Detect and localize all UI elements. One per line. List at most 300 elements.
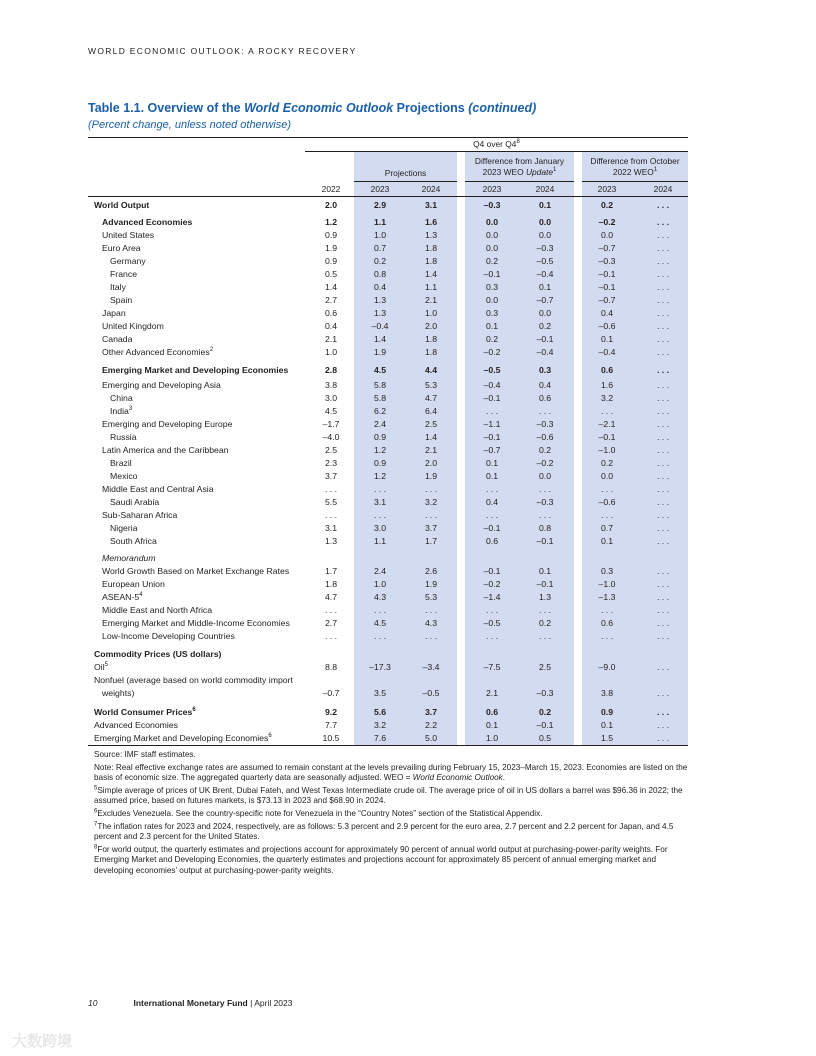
row-label-sup: 3 — [128, 406, 133, 413]
row-value: 5.6 — [373, 707, 387, 717]
row-value: 1.7 — [324, 566, 338, 576]
row-value: 0.6 — [324, 308, 338, 318]
row-label-text: Mexico — [110, 471, 138, 481]
row-value: 0.0 — [600, 230, 614, 240]
row-value: 4.5 — [373, 365, 387, 375]
table-row — [0, 320, 816, 333]
row-label — [110, 522, 138, 535]
row-label — [94, 199, 149, 212]
running-head: WORLD ECONOMIC OUTLOOK: A ROCKY RECOVERY — [88, 46, 357, 56]
row-value: 1.6 — [424, 217, 438, 227]
row-label-text: Japan — [102, 308, 126, 318]
row-value: 1.1 — [373, 217, 387, 227]
row-label — [102, 307, 126, 320]
row-value: 0.1 — [600, 536, 614, 546]
table-row — [0, 294, 816, 307]
row-value: 1.0 — [424, 308, 438, 318]
row-value: 0.2 — [600, 200, 614, 210]
row-value: . . . — [424, 605, 438, 615]
row-label — [94, 732, 272, 745]
row-label-text: Nigeria — [110, 523, 138, 533]
row-value: –0.1 — [536, 720, 554, 730]
row-label-text: Commodity Prices (US dollars) — [94, 649, 222, 659]
header-oct-diff — [582, 156, 688, 177]
row-label-text: Advanced Economies — [102, 217, 193, 227]
row-value: –0.4 — [598, 347, 616, 357]
row-label — [102, 333, 132, 346]
table-row — [0, 379, 816, 392]
table-row — [0, 522, 816, 535]
row-label — [102, 242, 141, 255]
row-value: 3.1 — [424, 200, 438, 210]
row-label-text: Saudi Arabia — [110, 497, 160, 507]
row-value: 1.2 — [324, 217, 338, 227]
row-label-sup: 6 — [192, 707, 196, 714]
row-value: 6.4 — [424, 406, 438, 416]
row-value: . . . — [656, 484, 670, 494]
row-value: 0.2 — [538, 321, 552, 331]
row-label-text: Euro Area — [102, 243, 141, 253]
row-label-text: Emerging and Developing Europe — [102, 419, 233, 429]
row-value: –0.3 — [598, 256, 616, 266]
row-value: 1.3 — [324, 536, 338, 546]
row-value: 5.0 — [424, 733, 438, 743]
footer-date: | April 2023 — [247, 998, 293, 1008]
row-value: . . . — [600, 484, 614, 494]
row-value: 0.1 — [485, 471, 499, 481]
row-value: –0.7 — [598, 295, 616, 305]
row-value: –0.1 — [598, 282, 616, 292]
footnote-6-num: 6 — [94, 808, 98, 815]
row-value: . . . — [656, 295, 670, 305]
row-value: –0.6 — [598, 497, 616, 507]
row-label — [102, 364, 288, 377]
row-value: 4.4 — [424, 365, 438, 375]
row-label — [110, 268, 137, 281]
row-value: 2.0 — [424, 321, 438, 331]
row-value: 0.4 — [373, 282, 387, 292]
row-value: 0.2 — [538, 707, 552, 717]
main-note-text: Note: Real effective exchange rates are assumed to remain constant at the levels prevailing during February 15, 2023–March 15, 2023. Economies are listed on the basis of economic size. The aggregated quarterly data are seasonally adjusted. WEO = — [94, 762, 688, 783]
row-label — [94, 706, 196, 719]
row-value: . . . — [656, 282, 670, 292]
group-rule — [305, 151, 688, 152]
row-value: –0.7 — [598, 243, 616, 253]
row-label-text: Sub-Saharan Africa — [102, 510, 178, 520]
row-value: –0.5 — [483, 365, 501, 375]
row-value: 2.7 — [324, 618, 338, 628]
row-value: 2.1 — [485, 688, 499, 698]
table-row — [0, 470, 816, 483]
row-value: 4.5 — [373, 618, 387, 628]
footnote-8-text: For world output, the quarterly estimates and projections account for approximately 90 percent of annual world output at purchasing-power-parity weights. For Emerging Market and Developing Economies, the quarterly estimates and projections account for approximately 85 percent of annual emerging market and developing economies’ output at purchasing-power-parity weights. — [94, 844, 668, 875]
year-oct-2024: 2024 — [653, 184, 673, 194]
row-value: 0.0 — [485, 243, 499, 253]
row-label — [110, 535, 157, 548]
main-note-end: . — [502, 773, 506, 783]
row-value: –4.0 — [322, 432, 340, 442]
row-label — [102, 617, 290, 630]
row-label-sup: 5 — [104, 662, 108, 669]
row-value: . . . — [656, 523, 670, 533]
title-prefix: Table 1.1. Overview of the — [88, 101, 245, 115]
footnote-5 — [94, 786, 694, 807]
row-label — [102, 216, 192, 229]
row-value: 3.0 — [324, 393, 338, 403]
row-value: 3.1 — [324, 523, 338, 533]
row-value: 0.1 — [485, 458, 499, 468]
row-value: –0.4 — [536, 269, 554, 279]
year-proj-2023: 2023 — [370, 184, 390, 194]
year-2022: 2022 — [321, 184, 341, 194]
table-row — [0, 216, 816, 229]
row-value: . . . — [656, 592, 670, 602]
table-subtitle: (Percent change, unless noted otherwise) — [88, 119, 292, 131]
row-value: . . . — [485, 605, 499, 615]
row-value: 0.3 — [485, 308, 499, 318]
row-value: –0.2 — [483, 347, 501, 357]
row-value: 1.9 — [424, 471, 438, 481]
table-title — [88, 101, 536, 115]
table-row — [0, 281, 816, 294]
row-value: –1.7 — [322, 419, 340, 429]
row-label-text: Nonfuel (average based on world commodity import — [94, 675, 293, 685]
row-value: 0.9 — [324, 230, 338, 240]
row-value: 4.7 — [424, 393, 438, 403]
row-value: –0.6 — [598, 321, 616, 331]
row-value: . . . — [656, 631, 670, 641]
table-row — [0, 242, 816, 255]
row-label-text: Middle East and Central Asia — [102, 484, 214, 494]
row-label-text: weights) — [102, 688, 135, 698]
row-value: . . . — [656, 380, 670, 390]
table-row — [0, 604, 816, 617]
row-value: 3.0 — [373, 523, 387, 533]
row-value: . . . — [656, 217, 670, 227]
row-value: . . . — [656, 662, 670, 672]
footnote-7-num: 7 — [94, 820, 98, 827]
row-value: . . . — [485, 406, 499, 416]
row-value: . . . — [656, 445, 670, 455]
row-label — [102, 346, 213, 359]
top-rule — [88, 137, 688, 138]
row-value: –0.5 — [536, 256, 554, 266]
row-label-text: Emerging and Developing Asia — [102, 380, 221, 390]
row-value: –0.7 — [536, 295, 554, 305]
table-notes — [94, 750, 694, 879]
row-value: . . . — [656, 321, 670, 331]
year-oct-2023: 2023 — [597, 184, 617, 194]
row-label-text: France — [110, 269, 138, 279]
table-row — [0, 687, 816, 700]
row-label — [102, 320, 164, 333]
table-row — [0, 346, 816, 359]
row-value: 3.2 — [373, 720, 387, 730]
row-label-text: Spain — [110, 295, 133, 305]
row-label-text: ASEAN-5 — [102, 592, 140, 602]
table-row — [0, 496, 816, 509]
row-value: . . . — [373, 605, 387, 615]
row-value: 1.8 — [424, 243, 438, 253]
row-value: . . . — [656, 510, 670, 520]
row-value: 1.8 — [424, 347, 438, 357]
row-value: 0.0 — [538, 217, 552, 227]
watermark: 大数跨境 — [12, 1033, 73, 1050]
row-label-text: Other Advanced Economies — [102, 347, 210, 357]
row-value: 0.9 — [373, 432, 387, 442]
row-value: . . . — [656, 419, 670, 429]
header-oct-line2-wrap — [582, 167, 688, 178]
row-value: –0.3 — [536, 243, 554, 253]
row-value: 1.4 — [424, 269, 438, 279]
row-value: . . . — [656, 256, 670, 266]
row-value: 0.0 — [538, 308, 552, 318]
table-row — [0, 552, 816, 565]
footnote-7 — [94, 822, 694, 843]
row-value: –0.3 — [536, 419, 554, 429]
row-value: 0.5 — [538, 733, 552, 743]
row-value: 2.5 — [324, 445, 338, 455]
row-value: . . . — [656, 471, 670, 481]
row-value: 6.2 — [373, 406, 387, 416]
header-group — [305, 139, 688, 150]
row-value: –0.1 — [483, 566, 501, 576]
row-value: . . . — [656, 334, 670, 344]
table-row — [0, 674, 816, 687]
header-jan-diff — [465, 156, 574, 177]
row-label — [102, 578, 165, 591]
row-value: –0.5 — [422, 688, 440, 698]
row-value: 0.4 — [324, 321, 338, 331]
row-value: –0.1 — [536, 536, 554, 546]
row-value: . . . — [656, 308, 670, 318]
title-middle: Projections — [393, 101, 469, 115]
row-value: . . . — [656, 707, 670, 717]
row-value: . . . — [656, 365, 670, 375]
table-row — [0, 630, 816, 643]
row-label — [110, 431, 137, 444]
row-label-text: United States — [102, 230, 155, 240]
row-value: 1.0 — [485, 733, 499, 743]
row-value: . . . — [424, 510, 438, 520]
proj-rule — [354, 181, 457, 182]
row-label-text: Emerging Market and Developing Economies — [102, 365, 289, 375]
row-value: . . . — [656, 406, 670, 416]
row-value: . . . — [538, 406, 552, 416]
row-value: . . . — [656, 605, 670, 615]
row-value: 2.6 — [424, 566, 438, 576]
row-label — [110, 255, 146, 268]
title-italic: World Economic Outlook — [244, 101, 394, 115]
row-value: –0.1 — [598, 269, 616, 279]
table-row — [0, 444, 816, 457]
row-value: . . . — [656, 536, 670, 546]
row-label-sup: 6 — [268, 733, 272, 740]
row-value: 1.4 — [424, 432, 438, 442]
row-value: . . . — [424, 484, 438, 494]
row-value: 1.8 — [424, 334, 438, 344]
footer-org: International Monetary Fund — [133, 998, 248, 1008]
row-value: –0.2 — [536, 458, 554, 468]
row-value: –0.3 — [536, 497, 554, 507]
row-value: –0.1 — [536, 579, 554, 589]
row-label-text: World Growth Based on Market Exchange Rates — [102, 566, 290, 576]
row-value: 1.0 — [373, 579, 387, 589]
row-value: . . . — [656, 733, 670, 743]
row-value: 7.7 — [324, 720, 338, 730]
row-value: –1.4 — [483, 592, 501, 602]
row-value: 0.0 — [485, 295, 499, 305]
row-value: 2.4 — [373, 566, 387, 576]
row-label-text: Italy — [110, 282, 126, 292]
row-value: . . . — [656, 347, 670, 357]
row-value: 1.3 — [538, 592, 552, 602]
row-value: 3.2 — [424, 497, 438, 507]
header-jan-line1: Difference from January — [474, 156, 565, 166]
row-value: 0.4 — [485, 497, 499, 507]
row-label — [102, 687, 134, 700]
row-value: 1.7 — [424, 536, 438, 546]
row-value: . . . — [656, 720, 670, 730]
main-note — [94, 763, 694, 784]
row-value: 1.0 — [324, 347, 338, 357]
row-value: 0.2 — [538, 618, 552, 628]
row-value: 1.8 — [424, 256, 438, 266]
row-value: 1.2 — [373, 471, 387, 481]
row-value: –7.5 — [483, 662, 501, 672]
source-note: Source: IMF staff estimates. — [94, 750, 196, 759]
table-row — [0, 719, 816, 732]
row-label — [102, 591, 143, 604]
row-value: 2.2 — [424, 720, 438, 730]
row-value: –2.1 — [598, 419, 616, 429]
row-value: 3.5 — [373, 688, 387, 698]
row-value: 0.1 — [538, 200, 552, 210]
row-label-text: Canada — [102, 334, 133, 344]
row-value: 0.1 — [485, 321, 499, 331]
row-value: 3.8 — [324, 380, 338, 390]
row-label-text: Brazil — [110, 458, 132, 468]
table-row — [0, 457, 816, 470]
row-value: 9.2 — [324, 707, 338, 717]
table-row — [0, 617, 816, 630]
row-value: –9.0 — [598, 662, 616, 672]
row-value: 1.9 — [324, 243, 338, 253]
row-value: 0.6 — [600, 618, 614, 628]
row-value: –0.7 — [322, 688, 340, 698]
row-value: –0.1 — [536, 334, 554, 344]
header-group-sup: 8 — [516, 139, 520, 146]
table-row — [0, 535, 816, 548]
year-proj-2024: 2024 — [421, 184, 441, 194]
bottom-rule — [88, 745, 688, 746]
row-value: 4.7 — [324, 592, 338, 602]
row-value: 0.7 — [600, 523, 614, 533]
row-value: –0.1 — [598, 432, 616, 442]
row-value: 10.5 — [322, 733, 340, 743]
row-value: 1.1 — [424, 282, 438, 292]
row-value: 0.2 — [485, 334, 499, 344]
row-label — [110, 470, 138, 483]
row-value: 3.2 — [600, 393, 614, 403]
row-label — [110, 281, 126, 294]
row-value: 3.7 — [424, 523, 438, 533]
row-label-text: Emerging Market and Developing Economies — [94, 733, 269, 743]
row-label — [102, 379, 221, 392]
row-value: 0.5 — [324, 269, 338, 279]
row-value: –0.3 — [536, 688, 554, 698]
table-row — [0, 405, 816, 418]
row-value: 0.1 — [538, 282, 552, 292]
row-label-sup: 2 — [209, 347, 214, 354]
row-value: 1.4 — [373, 334, 387, 344]
jan-rule — [465, 181, 574, 182]
footnote-5-text: Simple average of prices of UK Brent, Dubai Fateh, and West Texas Intermediate crude oil. The average price of oil in US dollars a barrel was $96.36 in 2022; the assumed price, based on futures markets, is $73.13 in 2023 and $68.90 in 2024. — [94, 785, 683, 806]
row-value: 0.6 — [485, 536, 499, 546]
footnote-7-text: The inflation rates for 2023 and 2024, respectively, are as follows: 5.3 percent and 2.9 percent for the euro area, 2.7 percent and 2.2 percent for Japan, and 4.5 percent and 2.3 percent for the United States. — [94, 821, 674, 842]
row-label-text: Latin America and the Caribbean — [102, 445, 229, 455]
row-label — [110, 405, 132, 418]
row-value: . . . — [538, 484, 552, 494]
row-value: –3.4 — [422, 662, 440, 672]
row-value: –0.1 — [483, 393, 501, 403]
row-label-text: Russia — [110, 432, 137, 442]
row-value: –0.4 — [483, 380, 501, 390]
row-value: 4.5 — [324, 406, 338, 416]
row-value: –1.3 — [598, 592, 616, 602]
row-label — [102, 444, 229, 457]
row-label-text: Germany — [110, 256, 146, 266]
row-label — [94, 648, 221, 661]
row-value: 2.5 — [424, 419, 438, 429]
row-label — [102, 552, 156, 565]
row-value: 7.6 — [373, 733, 387, 743]
row-label-text: Oil — [94, 662, 105, 672]
row-value: –17.3 — [369, 662, 391, 672]
row-value: 1.4 — [324, 282, 338, 292]
table-row — [0, 706, 816, 719]
row-value: –0.1 — [483, 523, 501, 533]
row-value: 0.3 — [485, 282, 499, 292]
row-label-text: Advanced Economies — [94, 720, 179, 730]
row-value: 0.2 — [538, 445, 552, 455]
row-value: –0.6 — [536, 432, 554, 442]
row-label — [110, 457, 132, 470]
row-label-text: United Kingdom — [102, 321, 164, 331]
row-label — [110, 392, 133, 405]
table-row — [0, 268, 816, 281]
row-value: –0.5 — [483, 618, 501, 628]
footnote-8 — [94, 845, 694, 877]
row-value: . . . — [373, 484, 387, 494]
row-value: 5.5 — [324, 497, 338, 507]
header-group-label: Q4 over Q4 — [473, 139, 517, 149]
row-value: 0.9 — [600, 707, 614, 717]
table-row — [0, 392, 816, 405]
row-value: 0.0 — [485, 217, 499, 227]
table-row — [0, 509, 816, 522]
row-value: –0.4 — [536, 347, 554, 357]
row-value: . . . — [538, 605, 552, 615]
row-value: . . . — [600, 631, 614, 641]
row-value: 2.3 — [324, 458, 338, 468]
table-row — [0, 591, 816, 604]
table-row — [0, 199, 816, 212]
row-value: . . . — [485, 484, 499, 494]
row-value: 0.6 — [538, 393, 552, 403]
row-value: . . . — [324, 605, 338, 615]
page-footer — [88, 998, 293, 1008]
